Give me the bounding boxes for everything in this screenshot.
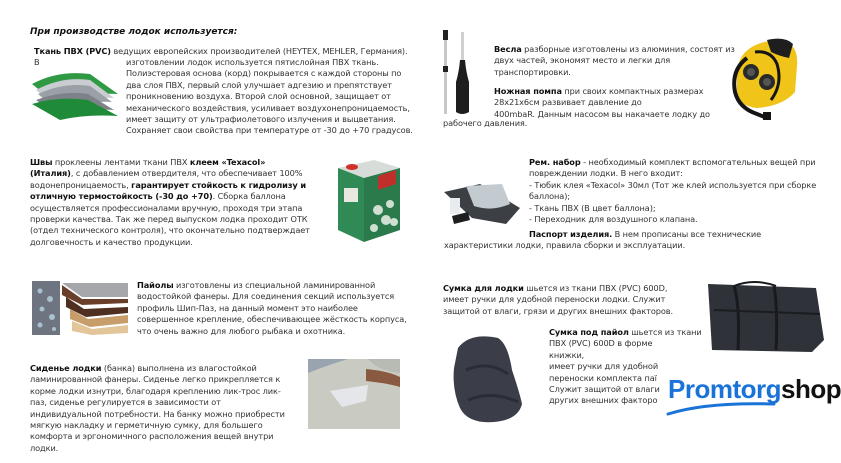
fabric-line: Полиэстеровая основа (корд) покрывается с каждой стороны по (126, 68, 402, 79)
passport-section: Паспорт изделия. В нем прописаны все технические (529, 229, 762, 239)
boat-bag-title: Сумка для лодки (443, 283, 524, 293)
pvc-fabric-layers-image (28, 64, 122, 120)
pump-title: Ножная помпа (494, 86, 562, 96)
oars-image (440, 30, 470, 116)
fabric-line: механического воздействия, усиливает воздухонепроницаемость, (126, 102, 410, 113)
logo-swoosh-icon (666, 402, 776, 416)
floor-bag-title: Сумка под пайол (549, 327, 629, 337)
passport-title: Паспорт изделия. (529, 229, 613, 239)
seat-title: Сиденье лодки (30, 363, 102, 373)
oars-section: Весла разборные изготовлены из алюминия, состоят из двух частей, экономят место и легки для транспортировки. (494, 44, 735, 77)
seams-section: Швы проклеены лентами ткани ПВХ клеем «Texacol» (Италия), с добавлением отвердителя, что обеспечивает 100% водонепроницаемость, гарантирует стойкость к гидролизу и отличную термостойкость (-30 до +70). Сборка баллона осуществляется профессионалами вручную, проходя три этапа проверки качества. Так же перед выпуском лодка проходит ОТК (отдел технического контроля), что окончательно подтверждает долговечность и качество продукции. (30, 157, 310, 247)
fabric-line: Сохраняет свои свойства при температуре от -30 до +70 градусов. (126, 125, 413, 136)
boat-bag-section: Сумка для лодки шьется из ткани ПВХ (PVC) 600D, имеет ручки для удобной переноски лодки. Служит защитой от влаги, грязи и других внешних факторов. (443, 283, 673, 316)
boat-seat-image (308, 359, 400, 429)
oars-title: Весла (494, 44, 522, 54)
repair-item: - Тюбик клея «Texacol» 30мл (Тот же клей используется при сборке баллона); (529, 179, 817, 202)
fabric-title: Ткань ПВХ (PVC) (34, 46, 111, 56)
page-heading: При производстве лодок используется: (30, 27, 238, 37)
promtorgshop-logo[interactable] (668, 375, 841, 403)
seams-title: Швы (30, 157, 53, 167)
repair-section: Рем. набор - необходимый комплект вспомогательных вещей при повреждении лодки. В него входит: - Тюбик клея «Texacol» 30мл (Тот же клей используется при сборке баллона); - Ткань ПВХ (В цвет баллона); - Переходник для воздушного клапана. (529, 157, 819, 225)
repair-title: Рем. набор (529, 157, 581, 167)
fabric-line: изготовлении лодок используется пятислойная ПВХ ткань. (126, 57, 379, 67)
pump-line-4: рабочего давления. (443, 118, 528, 128)
fabric-line: проникновению воздуха. Второй слой основной, защищает от (126, 91, 391, 102)
foot-pump-image (727, 30, 799, 122)
boat-bag-image (704, 280, 826, 354)
floor-bag-image (448, 330, 528, 426)
floor-title: Пайолы (137, 280, 174, 290)
fabric-body (126, 57, 416, 137)
repair-item: - Переходник для воздушного клапана. (529, 214, 698, 225)
logo-part-shop: shop (781, 374, 841, 404)
logo-part-promtorg: Promtorg (668, 374, 781, 404)
repair-kit-image (436, 168, 526, 230)
floor-section: Пайолы изготовлены из специальной ламинированной водостойкой фанеры. Для соединения секций используется профиль Шип-Паз, на данный момент это наиболее совершенное крепление, обеспечивающее жёсткость корпуса, что очень важно для любого рыбака и охотника. (137, 280, 407, 336)
passport-line-2: характеристики лодки, правила сборки и эксплуатации. (444, 240, 686, 250)
plywood-floor-image (32, 281, 132, 335)
texacol-glue-can-image (334, 150, 404, 246)
fabric-line: два слоя ПВХ, первый слой улучшает адгезию и препятствует (126, 79, 392, 90)
repair-item: - Ткань ПВХ (В цвет баллона); (529, 202, 656, 213)
fabric-line: имеет защиту от ультрафиолетового излучения и выцветания. (126, 114, 396, 125)
pump-section: Ножная помпа при своих компактных размерах 28х21х6см развивает давление до 400mbaR. Данным насосом вы накачаете лодку до (494, 86, 710, 119)
seat-section: Сиденье лодки (банка) выполнена из влагостойкой ламинированной фанеры. Сиденье легко прикрепляется к корме лодки изнутри, благодаря креплению лик-трос лик-паз, сиденье регулируется в зависимости от индивидуальной потребности. На банку можно приобрести мягкую накладку и герметичную сумку, для большего комфорта и эргономичного расположения вещей внутри лодки. (30, 363, 285, 453)
fabric-intro: ведущих европейских производителей (HEYTEX, MEHLER, Германия). В (34, 46, 408, 68)
floor-bag-section: Сумка под пайол шьется из ткани ПВХ (PVC) 600D в форме книжки, имеет ручки для удобной переноски комплекта паї Служит защитой от влаги других внешних факторо (549, 327, 702, 406)
